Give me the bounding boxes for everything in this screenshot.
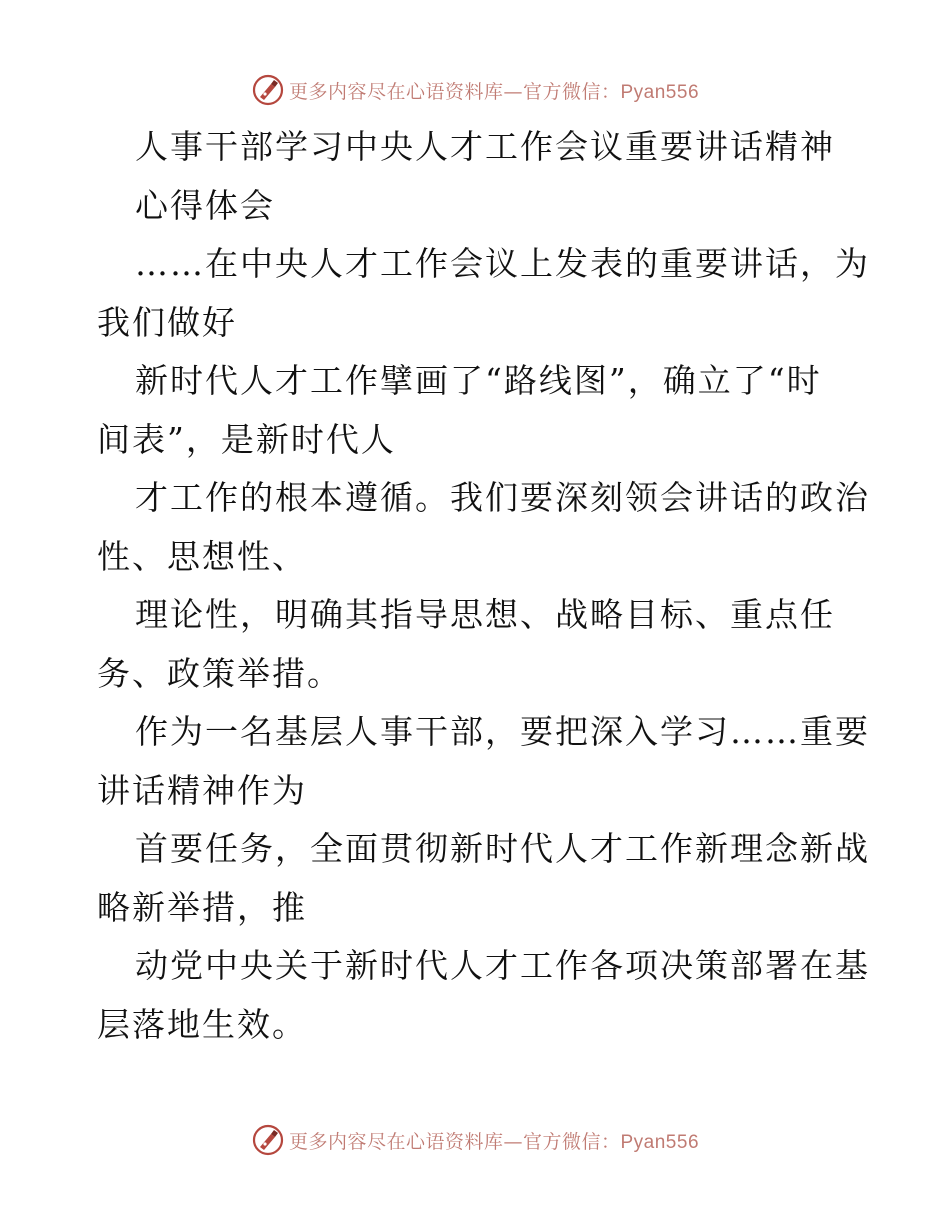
paragraph-line: 性、思想性、	[97, 536, 307, 576]
document-body	[97, 118, 870, 1054]
paragraph-line: 间表”，是新时代人	[97, 419, 396, 459]
paragraph-line: ……在中央人才工作会议上发表的重要讲话，为	[135, 244, 870, 283]
paragraph-line: 层落地生效。	[97, 1004, 307, 1044]
document-title-line-2: 心得体会	[135, 185, 275, 225]
paragraph-line: 理论性，明确其指导思想、战略目标、重点任	[135, 595, 835, 634]
footer-banner-handle: Pyan556	[620, 1131, 700, 1153]
header-banner	[0, 70, 950, 110]
pen-nib-icon	[251, 1123, 285, 1157]
paragraph-line: 务、政策举措。	[97, 653, 342, 693]
paragraph-line: 动党中央关于新时代人才工作各项决策部署在基	[135, 946, 870, 985]
paragraph-line: 我们做好	[97, 302, 237, 342]
document-title-line-1: 人事干部学习中央人才工作会议重要讲话精神	[135, 127, 835, 166]
pen-nib-icon	[251, 73, 285, 107]
header-banner-handle: Pyan556	[620, 81, 700, 103]
paragraph-line: 略新举措，推	[97, 887, 307, 927]
paragraph-line: 才工作的根本遵循。我们要深刻领会讲话的政治	[135, 478, 870, 517]
paragraph-line: 作为一名基层人事干部，要把深入学习……重要	[135, 712, 870, 751]
footer-banner	[0, 1120, 950, 1160]
paragraph-line: 新时代人才工作擘画了“路线图”，确立了“时	[135, 361, 822, 400]
footer-banner-text: 更多内容尽在心语资料库—官方微信：	[288, 1130, 621, 1153]
paragraph-line: 首要任务，全面贯彻新时代人才工作新理念新战	[135, 829, 870, 868]
header-banner-text: 更多内容尽在心语资料库—官方微信：	[288, 80, 621, 103]
paragraph-line: 讲话精神作为	[97, 770, 307, 810]
